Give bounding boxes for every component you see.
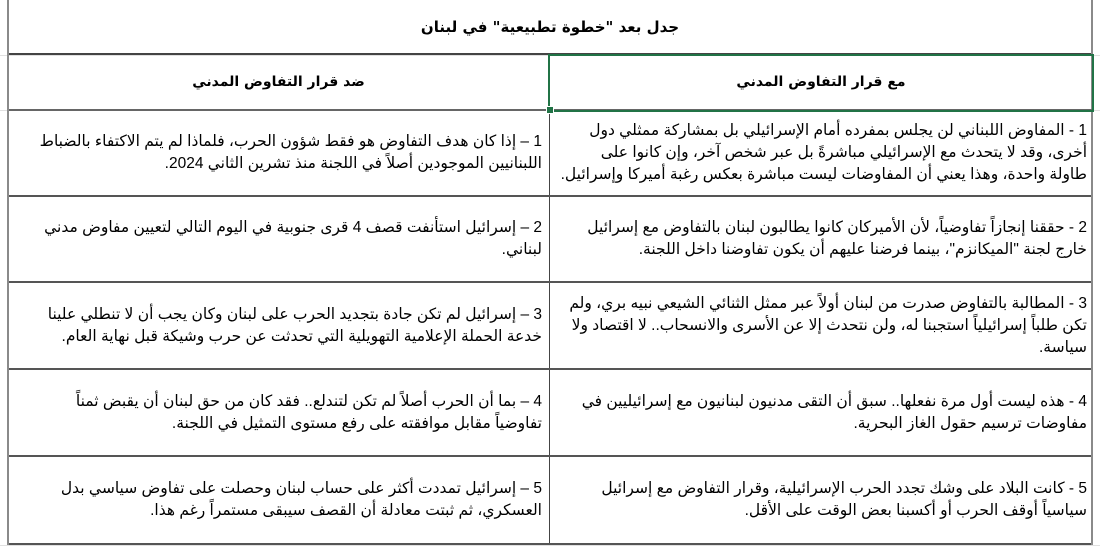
for-text: 5 - كانت البلاد على وشك تجدد الحرب الإسرائيلية، وقرار التفاوض مع إسرائيل سياسياً أوقف الحرب أو أكسبنا بعض الوقت على الأقل. — [601, 480, 1087, 519]
for-text: 4 - هذه ليست أول مرة نفعلها.. سبق أن التقى مدنيون لبنانيون مع إسرائيليين في مفاوضات ترسيم حقول الغاز البحرية. — [581, 392, 1087, 432]
against-text: 3 – إسرائيل لم تكن جادة بتجديد الحرب على لبنان وكان يجب أن لا تنطلي علينا خدعة الحملة الإعلامية التهويلية التي تحدثت عن حرب وشيكة قبل نهاية العام. — [47, 305, 542, 345]
gridline — [0, 545, 1100, 546]
table-title: جدل بعد "خطوة تطبيعية" في لبنان — [420, 17, 680, 36]
header-against-cell[interactable] — [9, 55, 549, 111]
for-cell[interactable] — [549, 111, 1093, 195]
table-row — [9, 283, 1091, 370]
for-cell[interactable] — [549, 283, 1093, 368]
selection-fill-handle[interactable] — [546, 106, 554, 114]
header-for-label: مع قرار التفاوض المدني — [736, 74, 906, 90]
comparison-table — [7, 0, 1093, 545]
table-row — [9, 457, 1091, 545]
against-text: 2 – إسرائيل استأنفت قصف 4 قرى جنوبية في اليوم التالي لتعيين مفاوض مدني لبناني. — [44, 219, 542, 258]
table-row — [9, 111, 1091, 197]
table-row — [9, 197, 1091, 283]
against-cell[interactable] — [9, 283, 549, 368]
for-text: 3 - المطالبة بالتفاوض صدرت من لبنان أولاً عبر ممثل الثنائي الشيعي نبيه بري، ولم تكن طلباً إسرائيلياً استجبنا له، ولن نتحدث إلا عن الأسرى والانسحاب.. لا اقتصاد ولا سياسة. — [569, 294, 1087, 356]
for-text: 2 - حققنا إنجازاً تفاوضياً، لأن الأميركان كانوا يطالبون لبنان بالتفاوض مع إسرائيل خارج لجنة "الميكانزم"، بينما فرضنا عليهم أن يكون تفاوضنا داخل اللجنة. — [587, 219, 1087, 258]
for-cell[interactable] — [549, 457, 1093, 543]
table-title-cell[interactable] — [9, 0, 1091, 55]
against-cell[interactable] — [9, 197, 549, 281]
for-text: 1 - المفاوض اللبناني لن يجلس بمفرده أمام الإسرائيلي بل بمشاركة ممثلي دول أخرى، وقد لا يتحدث مع الإسرائيلي مباشرةً بل عبر شخص آخر، وإن كانوا على طاولة واحدة، وهذا يعني أن المفاوضات ليست مباشرة بعكس رغبة أميركا وإسرائيل. — [560, 122, 1087, 183]
against-text: 4 – بما أن الحرب أصلاً لم تكن لتندلع.. فقد كان من حق لبنان أن يقبض ثمناً تفاوضياً مقابل موافقته على رفع مستوى التمثيل في اللجنة. — [75, 392, 542, 432]
for-cell[interactable] — [549, 197, 1093, 281]
header-against-label: ضد قرار التفاوض المدني — [192, 74, 365, 90]
against-cell[interactable] — [9, 370, 549, 455]
header-for-cell[interactable] — [549, 55, 1093, 111]
against-text: 1 – إذا كان هدف التفاوض هو فقط شؤون الحرب، فلماذا لم يتم الاكتفاء بالضباط اللبنانيين الموجودين أصلاً في اللجنة منذ تشرين الثاني 2024. — [39, 133, 542, 172]
for-cell[interactable] — [549, 370, 1093, 455]
table-row — [9, 370, 1091, 457]
against-text: 5 – إسرائيل تمددت أكثر على حساب لبنان وحصلت على تفاوض سياسي بدل العسكري، ثم ثبتت معادلة أن القصف سيبقى مستمراً رغم هذا. — [60, 480, 542, 519]
against-cell[interactable] — [9, 457, 549, 543]
against-cell[interactable] — [9, 111, 549, 195]
